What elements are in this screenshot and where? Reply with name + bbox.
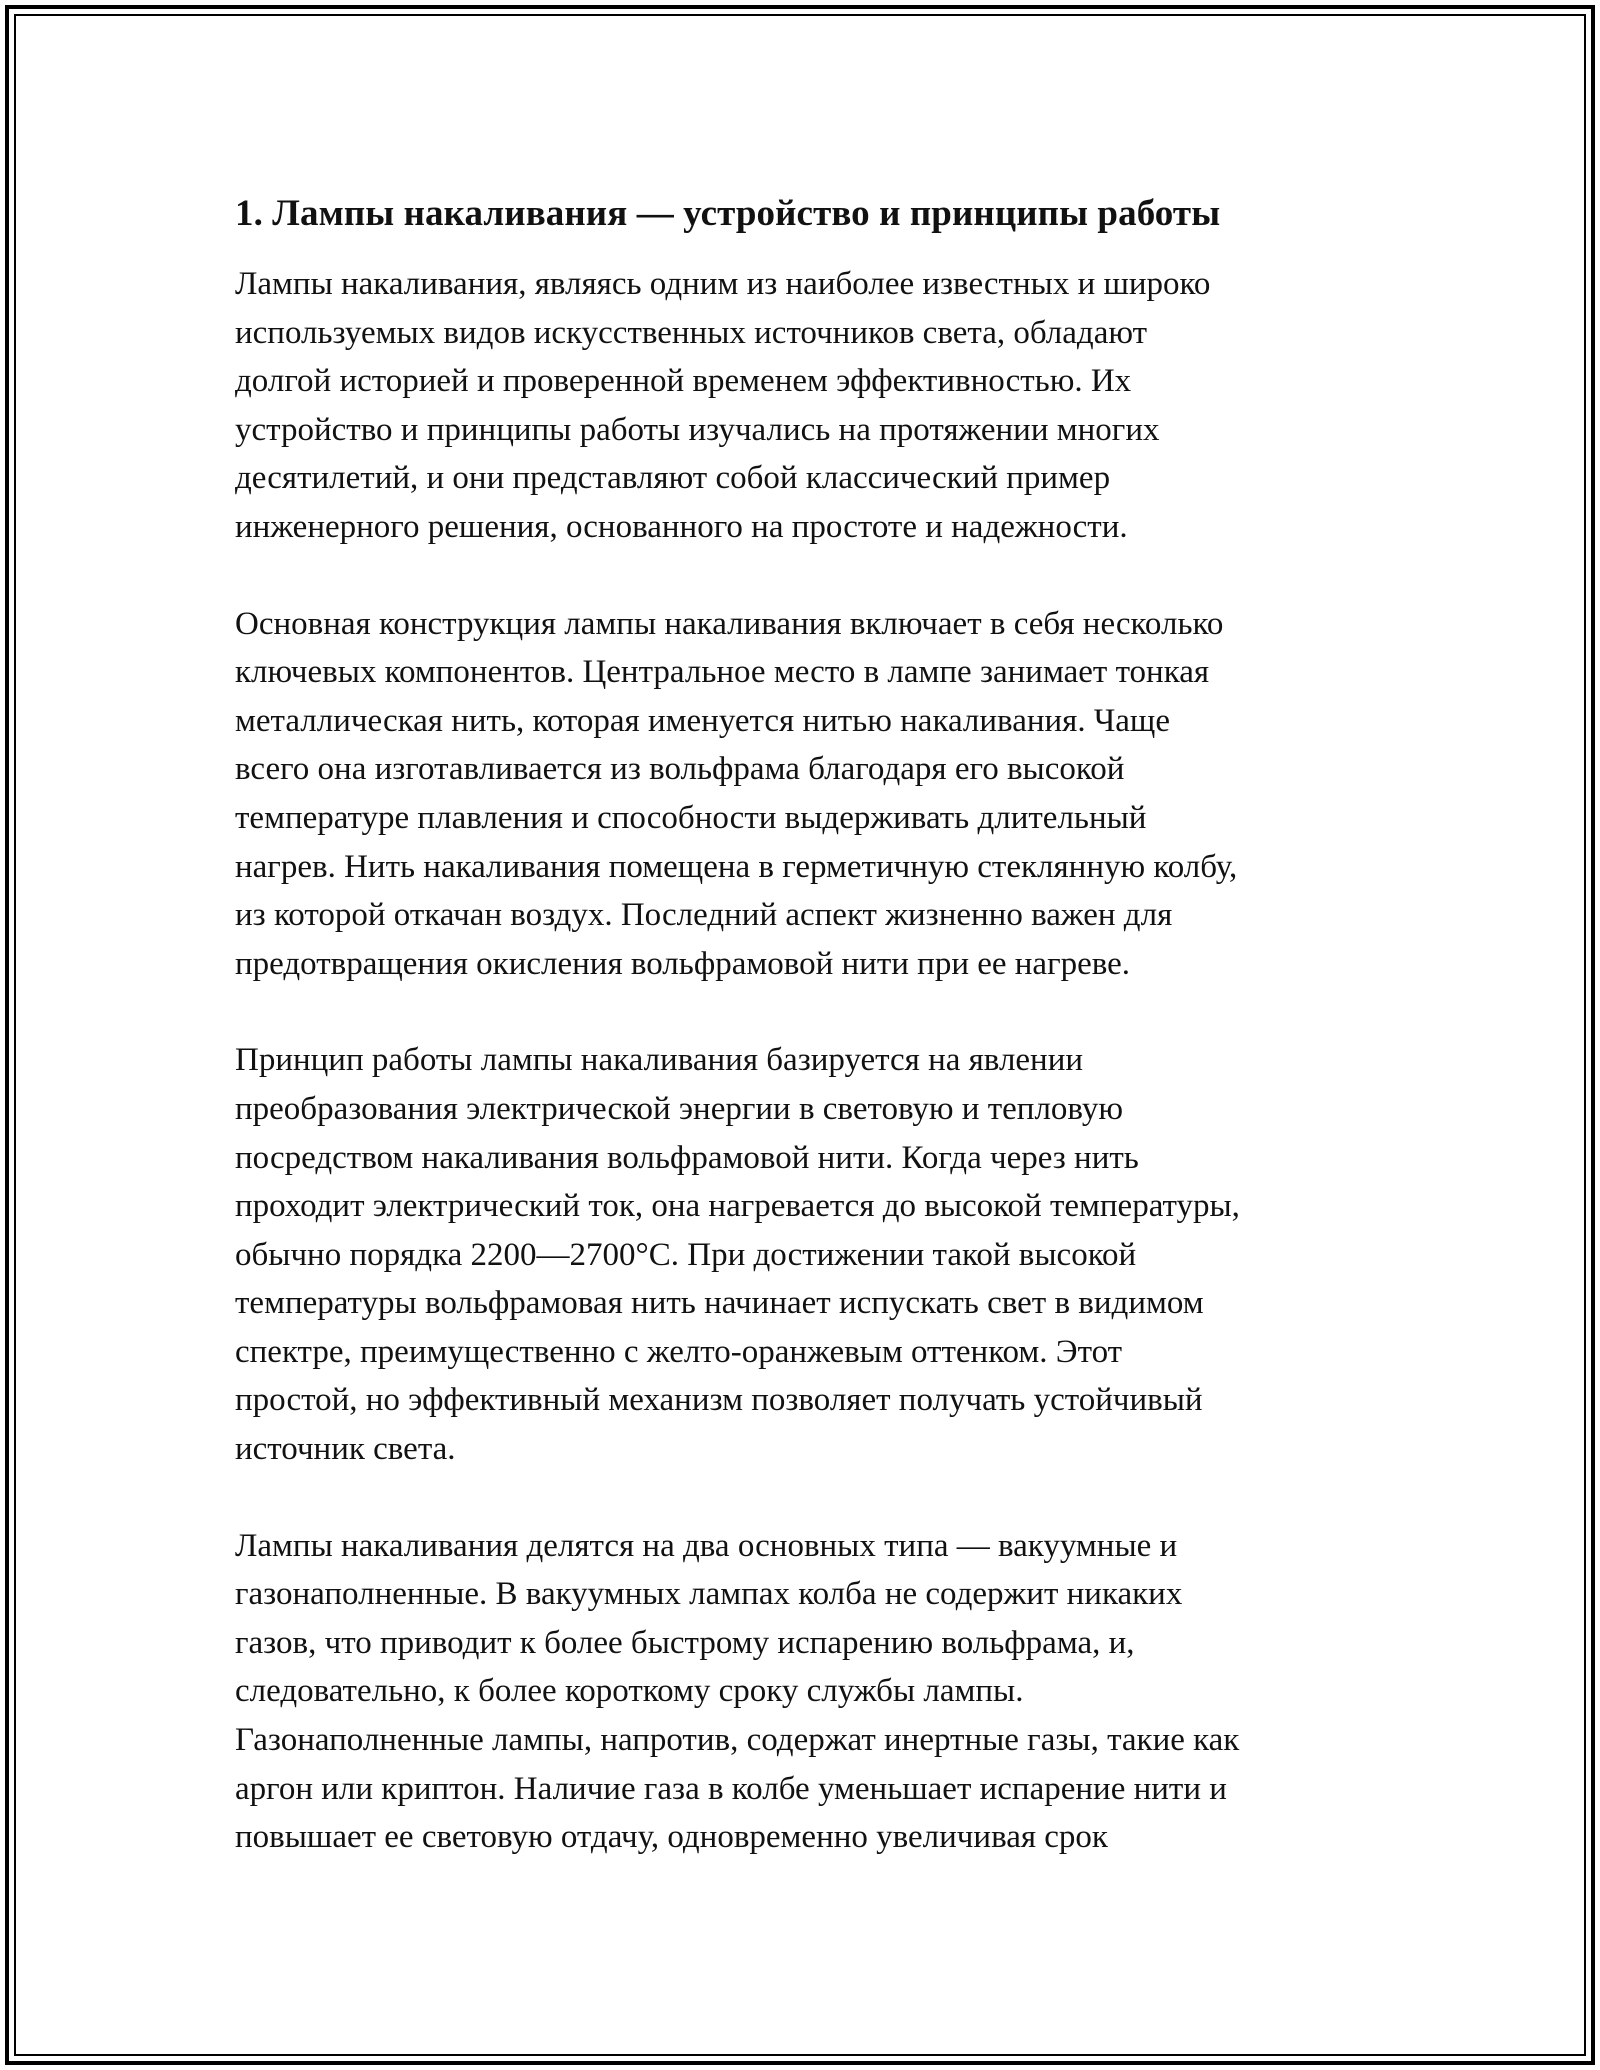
text-line: спектре, преимущественно с желто-оранжевым оттенком. Этот [235, 1333, 1123, 1370]
text-line: аргон или криптон. Наличие газа в колбе уменьшает испарение нити и [235, 1770, 1227, 1807]
section-heading: 1. Лампы накаливания — устройство и принципы работы [235, 193, 1221, 234]
text-line: Лампы накаливания делятся на два основных типа — вакуумные и [235, 1527, 1178, 1564]
text-line: десятилетий, и они представляют собой классический пример [235, 460, 1111, 497]
text-line: используемых видов искусственных источников света, обладают [235, 314, 1147, 351]
text-line: Основная конструкция лампы накаливания включает в себя несколько [235, 605, 1224, 642]
text-line: источник света. [235, 1431, 456, 1468]
text-line: температуре плавления и способности выдерживать длительный [235, 799, 1147, 836]
text-line: предотвращения окисления вольфрамовой нити при ее нагреве. [235, 945, 1131, 982]
text-line: всего она изготавливается из вольфрама благодаря его высокой [235, 751, 1125, 788]
paragraph-construction [235, 600, 1365, 989]
paragraph-types [235, 1522, 1365, 1862]
document-body [235, 190, 1365, 1910]
text-line: Газонаполненные лампы, напротив, содержат инертные газы, такие как [235, 1722, 1240, 1759]
text-line: инженерного решения, основанного на простоте и надежности. [235, 508, 1128, 545]
paragraph-intro [235, 260, 1365, 552]
text-line: газов, что приводит к более быстрому испарению вольфрама, и, [235, 1624, 1135, 1661]
text-line: обычно порядка 2200—2700°C. При достижении такой высокой [235, 1236, 1137, 1273]
text-line: простой, но эффективный механизм позволяет получать устойчивый [235, 1382, 1203, 1419]
paragraph-principle [235, 1036, 1365, 1473]
text-line: ключевых компонентов. Центральное место в лампе занимает тонкая [235, 654, 1210, 691]
text-line: устройство и принципы работы изучались на протяжении многих [235, 411, 1160, 448]
text-line: преобразования электрической энергии в световую и тепловую [235, 1090, 1124, 1127]
text-line: нагрев. Нить накаливания помещена в герметичную стеклянную колбу, [235, 848, 1238, 885]
text-line: из которой откачан воздух. Последний аспект жизненно важен для [235, 897, 1173, 934]
text-line: следовательно, к более короткому сроку службы лампы. [235, 1673, 1024, 1710]
text-line: температуры вольфрамовая нить начинает испускать свет в видимом [235, 1285, 1204, 1322]
text-line: посредством накаливания вольфрамовой нити. Когда через нить [235, 1139, 1139, 1176]
text-line: металлическая нить, которая именуется нитью накаливания. Чаще [235, 702, 1170, 739]
text-line: повышает ее световую отдачу, одновременно увеличивая срок [235, 1819, 1108, 1856]
text-line: газонаполненные. В вакуумных лампах колба не содержит никаких [235, 1576, 1183, 1613]
text-line: проходит электрический ток, она нагревается до высокой температуры, [235, 1188, 1240, 1225]
text-line: Принцип работы лампы накаливания базируется на явлении [235, 1042, 1084, 1079]
text-line: долгой историей и проверенной временем эффективностью. Их [235, 363, 1132, 400]
text-line: Лампы накаливания, являясь одним из наиболее известных и широко [235, 266, 1211, 302]
